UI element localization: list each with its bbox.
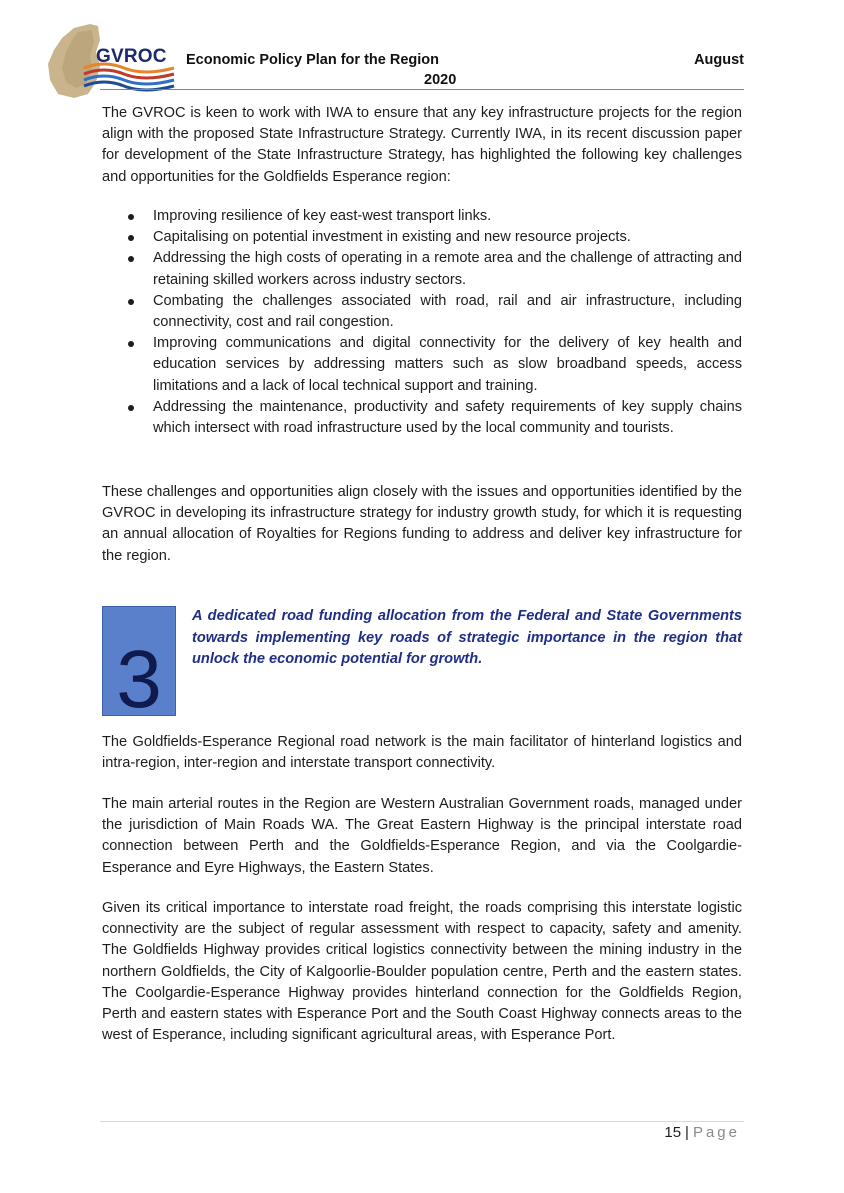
list-item <box>102 397 742 439</box>
list-item-text: Combating the challenges associated with road, rail and air infrastructure, including connectivity, cost and rail congestion. <box>153 292 742 331</box>
list-item-text: Improving resilience of key east-west transport links. <box>153 208 492 224</box>
bullet-icon <box>128 235 134 241</box>
header-year: 2020 <box>424 72 457 88</box>
callout-number-box <box>102 606 176 725</box>
gvroc-logo <box>44 22 176 102</box>
list-item <box>102 206 742 227</box>
bullet-icon <box>128 256 134 262</box>
callout-number: 3 <box>116 634 162 725</box>
summary-paragraph: These challenges and opportunities align closely with the issues and opportunities identified by the GVROC in developing its infrastructure strategy for industry growth study, for which it is requesting an annual allocation of Royalties for Regions funding to address and deliver key infrastructure for the region. <box>102 484 742 564</box>
header-divider <box>100 89 744 90</box>
list-item-text: Addressing the maintenance, productivity and safety requirements of key supply chains which intersect with road infrastructure used by the local community and tourists. <box>153 398 742 437</box>
list-item-text: Capitalising on potential investment in existing and new resource projects. <box>153 229 631 246</box>
freight-paragraph: Given its critical importance to interstate road freight, the roads comprising this interstate logistic connectivity are the subject of regular assessment with respect to capacity, safety and amenity. The Goldfields Highway provides critical logistics connectivity between the mining industry in the northern Goldfields, the City of Kalgoorlie-Boulder population centre, Perth and the eastern states. The Coolgardie-Esperance Highway provides hinterland connection for the Goldfields Region, Perth and eastern states with Esperance Port and the South Coast Highway connects areas to the west of Esperance, including significant agricultural areas, with Esperance Port. <box>102 900 742 1044</box>
challenges-list <box>102 206 742 439</box>
list-item <box>102 333 742 397</box>
list-item <box>102 248 742 290</box>
bullet-icon <box>128 214 134 220</box>
page-footer <box>664 1124 740 1141</box>
header-month: August <box>694 52 744 68</box>
header-title: Economic Policy Plan for the Region <box>186 52 439 68</box>
bullet-icon <box>128 299 134 305</box>
logo-text: GVROC <box>96 46 167 67</box>
road-network-paragraph: The Goldfields-Esperance Regional road network is the main facilitator of hinterland logistics and intra-region, inter-region and interstate transport connectivity. <box>102 734 742 772</box>
footer-divider <box>100 1121 744 1122</box>
bullet-icon <box>128 341 134 347</box>
page-number: 15 <box>664 1124 682 1141</box>
list-item <box>102 227 742 248</box>
bullet-icon <box>128 405 134 411</box>
footer-separator: | <box>685 1124 689 1141</box>
list-item-text: Addressing the high costs of operating in a remote area and the challenge of attracting and retaining skilled workers across industry sectors. <box>153 250 742 288</box>
arterial-routes-paragraph: The main arterial routes in the Region are Western Australian Government roads, managed under the jurisdiction of Main Roads WA. The Great Eastern Highway is the principal interstate road connection between Perth and the Goldfields-Esperance Region, and via the Coolgardie-Esperance and Eyre Highways, the Eastern States. <box>102 796 742 876</box>
callout-text: A dedicated road funding allocation from the Federal and State Governments towards implementing key roads of strategic importance in the region that unlock the economic potential for growth. <box>192 608 742 667</box>
intro-paragraph: The GVROC is keen to work with IWA to ensure that any key infrastructure projects for the region align with the proposed State Infrastructure Strategy. Currently IWA, in its recent discussion paper for development of the State Infrastructure Strategy, has highlighted the following key challenges and opportunities for the Goldfields Esperance region: <box>102 105 742 185</box>
list-item-text: Improving communications and digital connectivity for the delivery of key health and education services by addressing matters such as slow broadband speeds, access limitations and a lack of local technical support and training. <box>153 335 742 394</box>
list-item <box>102 291 742 333</box>
page-label: Page <box>692 1124 740 1141</box>
